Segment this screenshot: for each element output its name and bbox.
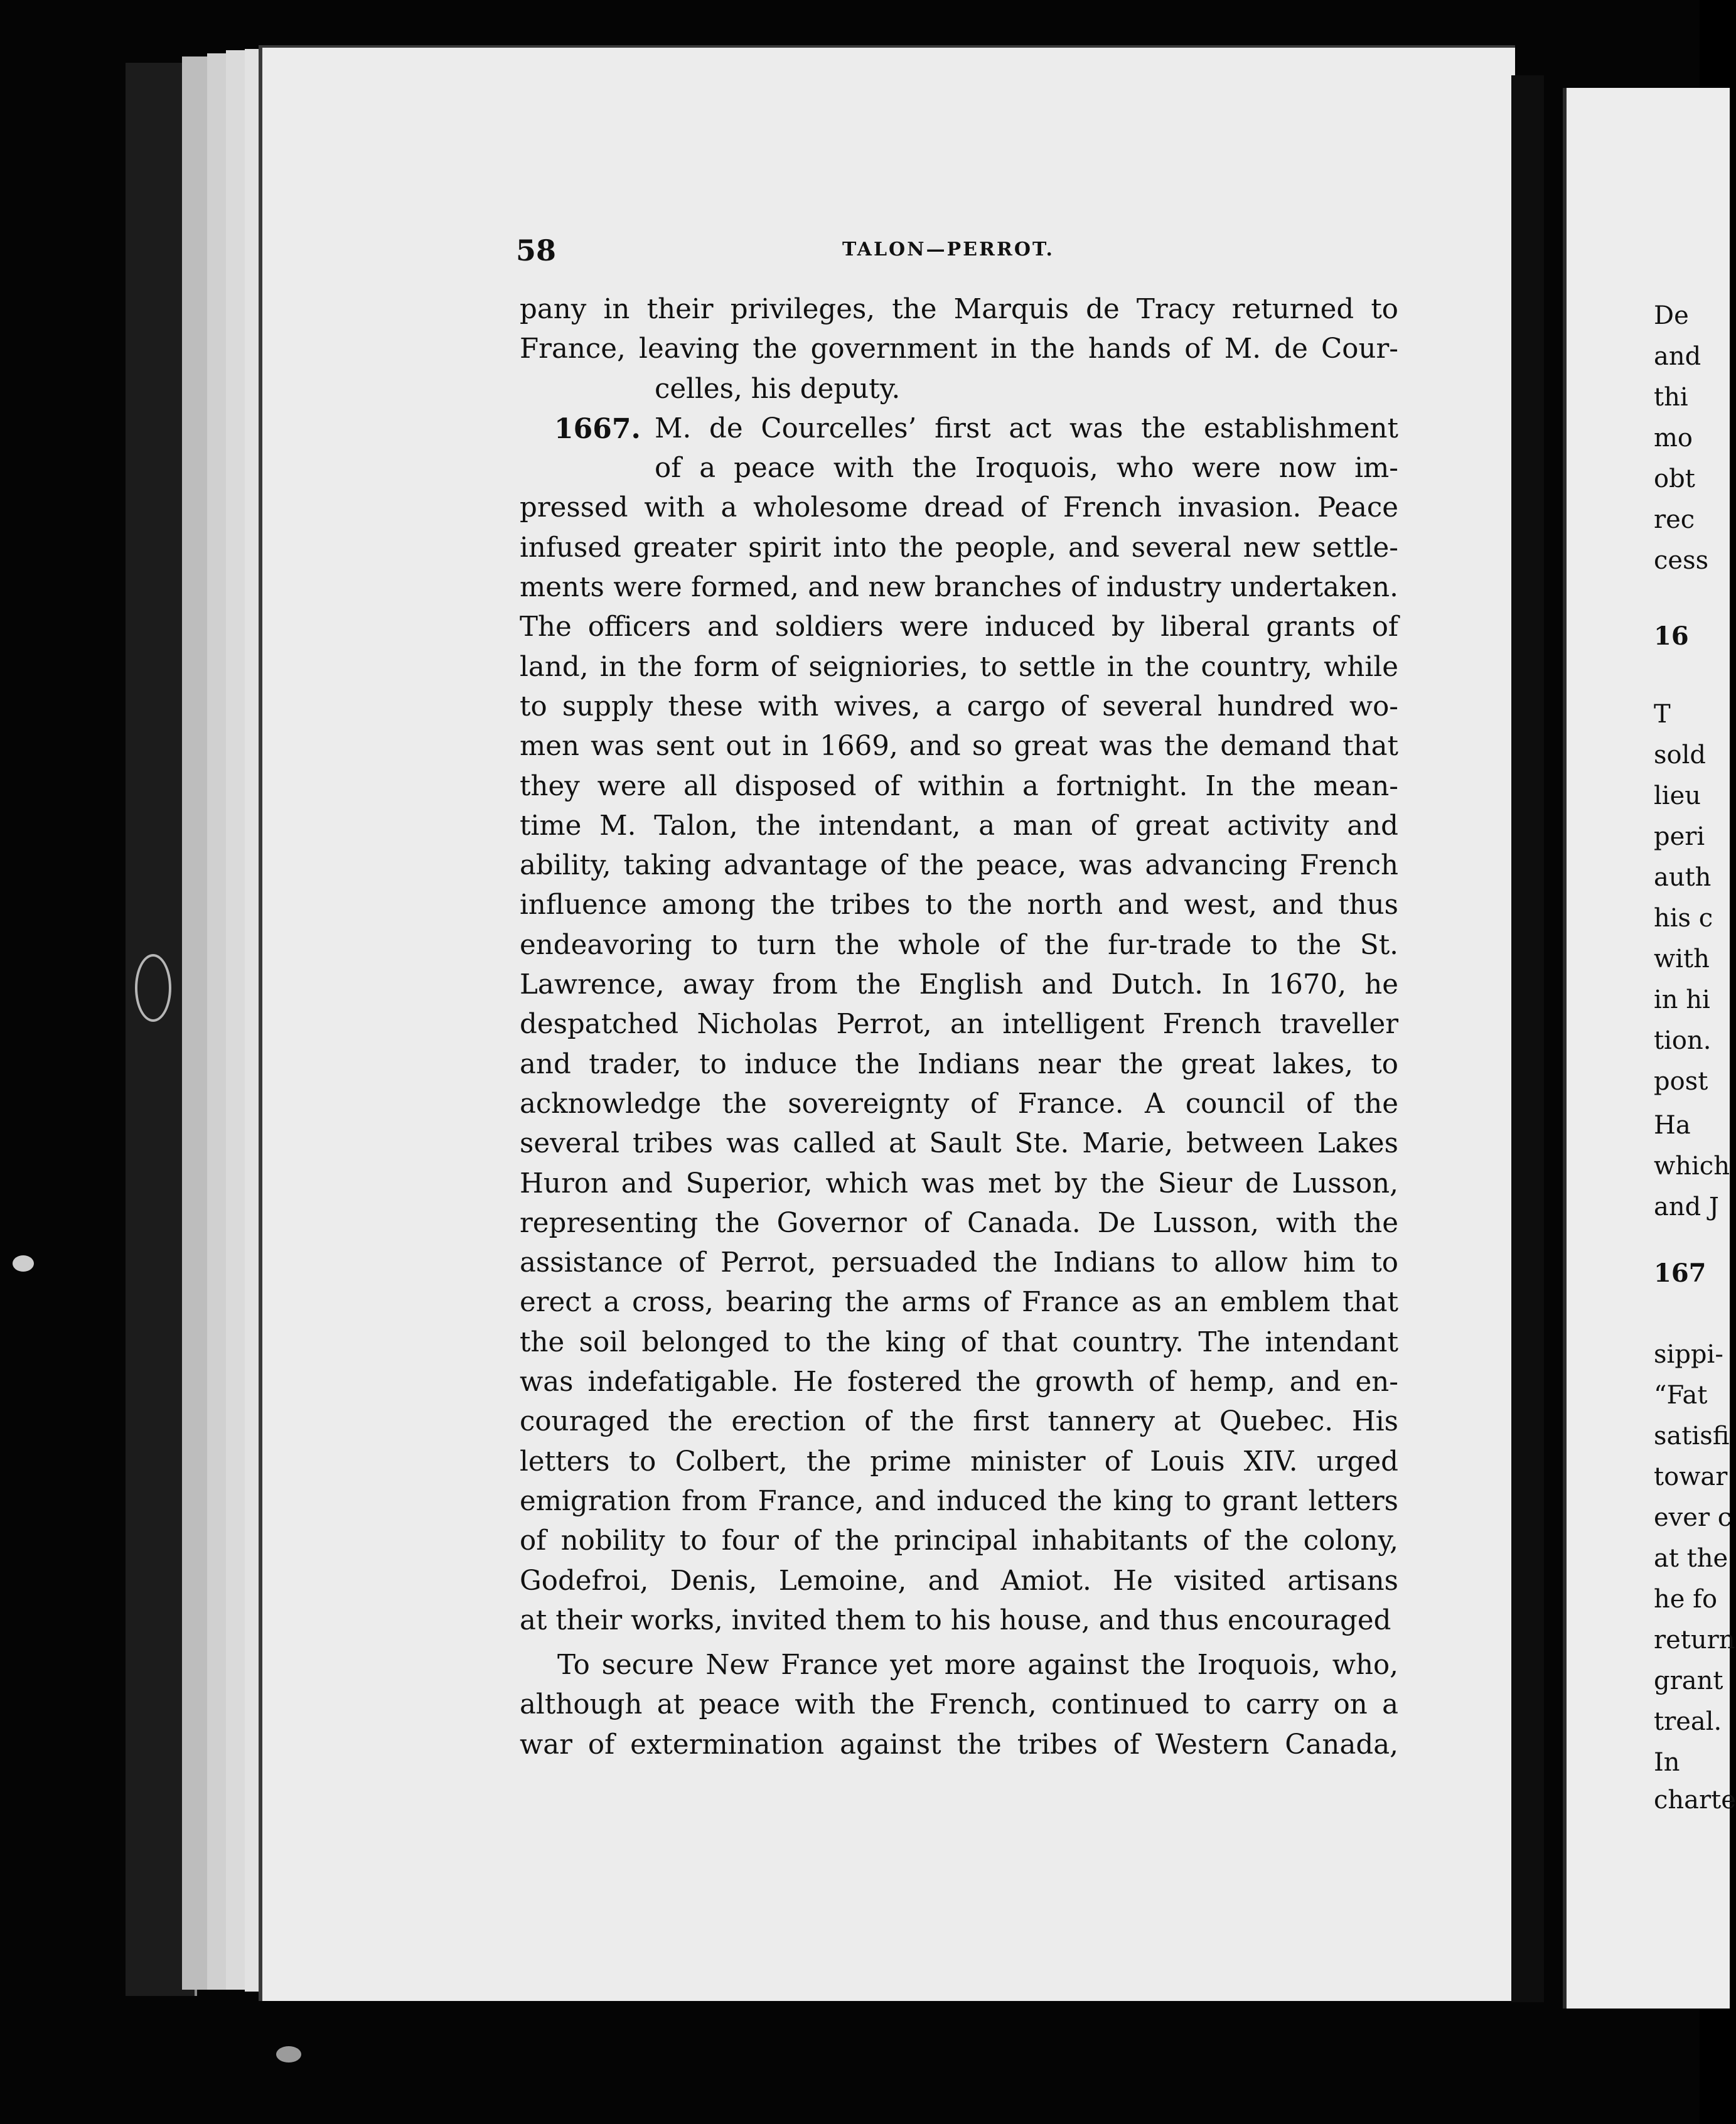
facing-fragment: T bbox=[1654, 700, 1671, 729]
facing-fragment: at the bbox=[1654, 1544, 1728, 1573]
facing-fragment: Ha bbox=[1654, 1111, 1691, 1140]
book-gutter bbox=[1511, 75, 1544, 2002]
facing-fragment: auth bbox=[1654, 863, 1712, 892]
facing-fragment: and J bbox=[1654, 1193, 1719, 1221]
text-line: Godefroi, Denis, Lemoine, and Amiot. He visited artisans bbox=[520, 1565, 1398, 1597]
text-line: of a peace with the Iroquois, who were now im- bbox=[655, 453, 1398, 485]
text-line: despatched Nicholas Perrot, an intelligent French traveller bbox=[520, 1009, 1398, 1041]
margin-year: 1667. bbox=[554, 412, 641, 445]
facing-fragment: De bbox=[1654, 301, 1689, 330]
text-line: the soil belonged to the king of that country. The intendant bbox=[520, 1326, 1398, 1358]
facing-fragment: grant bbox=[1654, 1666, 1723, 1695]
text-line: influence among the tribes to the north and west, and thus bbox=[520, 889, 1398, 921]
facing-fragment: lieu bbox=[1654, 781, 1701, 810]
text-line: infused greater spirit into the people, and several new settle- bbox=[520, 532, 1398, 564]
text-line: pressed with a wholesome dread of French invasion. Peace bbox=[520, 492, 1398, 524]
year-line bbox=[520, 409, 1398, 449]
facing-fragment: post bbox=[1654, 1067, 1708, 1096]
text-line: pany in their privileges, the Marquis de Tracy returned to bbox=[520, 294, 1398, 325]
facing-fragment: “Fat bbox=[1654, 1381, 1708, 1410]
facing-fragment: satisfi bbox=[1654, 1422, 1730, 1451]
facing-fragment: he fo bbox=[1654, 1585, 1718, 1614]
text-line: emigration from France, and induced the king to grant letters bbox=[520, 1485, 1398, 1517]
text-line: celles, his deputy. bbox=[655, 373, 901, 405]
text-line: Lawrence, away from the English and Dutch. In 1670, he bbox=[520, 969, 1398, 1001]
facing-fragment: obt bbox=[1654, 464, 1695, 493]
facing-fragment: treal. bbox=[1654, 1707, 1722, 1736]
text-line: war of extermination against the tribes of Western Canada, bbox=[520, 1729, 1398, 1761]
body-text bbox=[520, 290, 1398, 1765]
text-line: to supply these with wives, a cargo of several hundred wo- bbox=[520, 690, 1398, 722]
facing-fragment: which bbox=[1654, 1152, 1730, 1181]
facing-fragment: mo bbox=[1654, 424, 1693, 453]
text-line: France, leaving the government in the hands of M. de Cour- bbox=[520, 333, 1398, 365]
text-line: of nobility to four of the principal inhabitants of the colony, bbox=[520, 1525, 1398, 1557]
text-line: endeavoring to turn the whole of the fur-trade to the St. bbox=[520, 929, 1398, 961]
text-line: Huron and Superior, which was met by the Sieur de Lusson, bbox=[520, 1167, 1398, 1199]
text-line: To secure New France yet more against the Iroquois, who, bbox=[557, 1649, 1398, 1682]
facing-fragment: ever c bbox=[1654, 1503, 1732, 1532]
text-line: although at peace with the French, continued to carry on a bbox=[520, 1689, 1398, 1721]
text-line: assistance of Perrot, persuaded the Indians to allow him to bbox=[520, 1247, 1398, 1279]
facing-fragment: with bbox=[1654, 945, 1710, 973]
text-line: couraged the erection of the first tannery at Quebec. His bbox=[520, 1406, 1398, 1438]
text-line: ability, taking advantage of the peace, was advancing French bbox=[520, 850, 1398, 882]
text-line: representing the Governor of Canada. De Lusson, with the bbox=[520, 1207, 1398, 1239]
facing-fragment: return bbox=[1654, 1626, 1735, 1655]
text-line: was indefatigable. He fostered the growth of hemp, and en- bbox=[520, 1366, 1398, 1398]
text-line: M. de Courcelles’ first act was the establishment bbox=[655, 412, 1398, 444]
scan-speck bbox=[135, 954, 171, 1022]
facing-fragment: In bbox=[1654, 1748, 1680, 1777]
text-line: they were all disposed of within a fortnight. In the mean- bbox=[520, 770, 1398, 802]
text-line: at their works, invited them to his house, and thus encouraged bbox=[520, 1604, 1391, 1636]
facing-fragment: sold bbox=[1654, 741, 1707, 770]
facing-fragment: in hi bbox=[1654, 985, 1710, 1014]
facing-fragment: towar bbox=[1654, 1462, 1728, 1491]
scan-speck bbox=[13, 1255, 34, 1272]
text-line: several tribes was called at Sault Ste. Marie, between Lakes bbox=[520, 1128, 1398, 1160]
text-line: letters to Colbert, the prime minister of Louis XIV. urged bbox=[520, 1446, 1398, 1478]
text-line: The officers and soldiers were induced by liberal grants of bbox=[520, 611, 1398, 643]
facing-fragment: rec bbox=[1654, 505, 1695, 534]
facing-fragment: sippi- bbox=[1654, 1340, 1723, 1369]
facing-fragment: tion. bbox=[1654, 1026, 1712, 1055]
text-line: time M. Talon, the intendant, a man of great activity and bbox=[520, 810, 1398, 842]
running-head bbox=[516, 233, 1395, 265]
facing-fragment: peri bbox=[1654, 822, 1705, 851]
facing-fragment: thi bbox=[1654, 383, 1688, 412]
facing-fragment: charte bbox=[1654, 1786, 1736, 1815]
facing-fragment: and bbox=[1654, 342, 1701, 371]
scan-speck bbox=[276, 2046, 301, 2062]
text-line: acknowledge the sovereignty of France. A council of the bbox=[520, 1088, 1398, 1120]
running-title: TALON—PERROT. bbox=[842, 239, 1054, 260]
text-line: erect a cross, bearing the arms of France as an emblem that bbox=[520, 1287, 1398, 1319]
text-line: and trader, to induce the Indians near the great lakes, to bbox=[520, 1048, 1398, 1080]
facing-fragment: cess bbox=[1654, 546, 1709, 575]
facing-fragment: 167 bbox=[1654, 1258, 1707, 1288]
text-line: land, in the form of seigniories, to settle in the country, while bbox=[520, 651, 1398, 683]
text-line: ments were formed, and new branches of industry undertaken. bbox=[520, 572, 1398, 604]
facing-fragment: 16 bbox=[1654, 621, 1689, 651]
text-line: men was sent out in 1669, and so great was the demand that bbox=[520, 731, 1398, 763]
facing-fragment: his c bbox=[1654, 904, 1713, 933]
page-number: 58 bbox=[516, 233, 557, 267]
